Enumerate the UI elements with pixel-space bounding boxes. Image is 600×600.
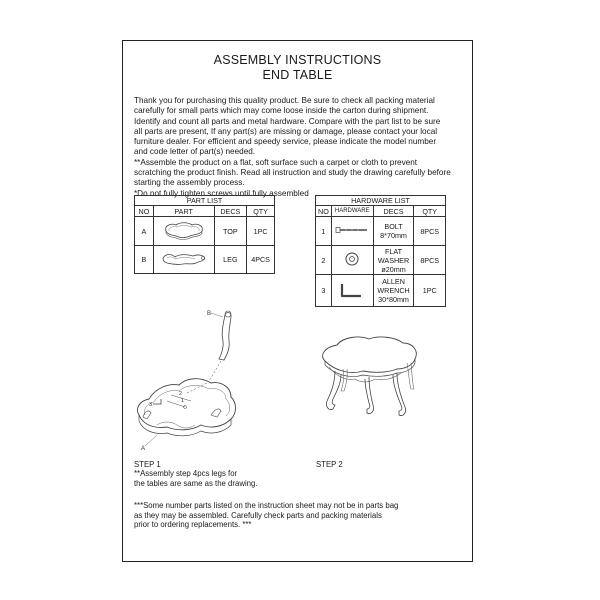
- step2-label: STEP 2: [316, 460, 343, 469]
- footer-note: [134, 501, 398, 530]
- part-list-header-qty: QTY: [247, 206, 275, 217]
- intro-line: all parts are present, If any part(s) are missing or damage, please contact your local: [134, 126, 438, 136]
- table-row: [135, 246, 275, 274]
- hardware-list-caption: HARDWARE LIST: [316, 196, 446, 206]
- part-qty: 1PC: [247, 217, 275, 246]
- footer-note-line: prior to ordering replacements. ***: [134, 520, 252, 529]
- hardware-header-hardware: HARDWARE: [331, 206, 373, 217]
- allen-wrench-icon: [331, 275, 373, 307]
- hardware-decs-line: BOLT: [384, 222, 403, 231]
- hardware-header-decs: DECS: [373, 206, 414, 217]
- hardware-list-table: [315, 195, 446, 307]
- wrench-callout: 3: [149, 402, 153, 408]
- part-list-header-part: PART: [153, 206, 214, 217]
- washer-callout: 2: [179, 391, 183, 397]
- bolt-callout: 1: [181, 398, 185, 404]
- footer-note-line: ***Some number parts listed on the instruction sheet may not be in parts bag: [134, 501, 399, 510]
- hardware-no: 3: [316, 275, 332, 307]
- part-list-table: [134, 195, 275, 274]
- step1-diagram: [127, 303, 263, 453]
- intro-line: scratching the product finish. Read all instruction and study the drawing carefully before: [134, 168, 451, 178]
- tabletop-drawing-icon: [153, 217, 214, 246]
- part-a-label: A: [141, 446, 146, 452]
- hardware-header-qty: QTY: [414, 206, 446, 217]
- hardware-qty: 8PCS: [414, 217, 446, 246]
- step1-label: STEP 1: [134, 460, 161, 469]
- table-row: [316, 217, 446, 246]
- intro-line: and code letter of part(s) needed.: [134, 147, 256, 157]
- step1-note-line: **Assembly step 4pcs legs for: [134, 469, 238, 478]
- table-row: [316, 246, 446, 275]
- part-list-header-no: NO: [135, 206, 154, 217]
- table-row: [135, 217, 275, 246]
- hardware-decs: [373, 217, 414, 246]
- footer-note-line: as they may be assembled. Carefully check parts and packing materials: [134, 510, 382, 520]
- intro-line: Identify and count all parts and metal hardware. Compare with the part list to be sure: [134, 116, 441, 126]
- intro-text: [134, 96, 464, 199]
- hardware-no: 2: [316, 246, 332, 275]
- step1-note-line: the tables are same as the drawing.: [134, 478, 258, 488]
- part-list-header-decs: DECS: [214, 206, 247, 217]
- hardware-no: 1: [316, 217, 332, 246]
- hardware-decs-line: ø20mm: [381, 264, 406, 274]
- instruction-sheet: [122, 40, 473, 562]
- part-no: B: [135, 246, 154, 274]
- part-qty: 4PCS: [247, 246, 275, 274]
- hardware-decs: [373, 275, 414, 307]
- hardware-decs-line: 30*80mm: [378, 295, 409, 304]
- intro-line: **Assemble the product on a flat, soft surface such a carpet or cloth to prevent: [134, 157, 418, 167]
- intro-line: *Do not fully tighten screws until fully assembled: [134, 188, 309, 198]
- intro-line: carefully for small parts which may come loose inside the carton during shipment.: [134, 106, 429, 116]
- part-b-label: B: [207, 311, 212, 317]
- leg-drawing-icon: [153, 246, 214, 274]
- document-title: ASSEMBLY INSTRUCTIONS: [213, 53, 382, 67]
- hardware-qty: 8PCS: [414, 246, 446, 275]
- hardware-decs-line: WASHER: [377, 255, 410, 265]
- document-subtitle: END TABLE: [262, 68, 333, 82]
- step1-note: [134, 469, 258, 488]
- washer-icon: [331, 246, 373, 275]
- hardware-decs-line: WRENCH: [377, 286, 410, 295]
- hardware-decs-line: 8*70mm: [380, 231, 407, 240]
- hardware-header-no: NO: [316, 206, 332, 217]
- hardware-qty: 1PC: [414, 275, 446, 307]
- intro-line: Thank you for purchasing this quality product. Be sure to check all packing material: [134, 96, 435, 105]
- part-decs: TOP: [214, 217, 247, 246]
- hardware-decs: [373, 246, 414, 275]
- hardware-decs-line: FLAT: [385, 246, 403, 256]
- bolt-icon: [331, 217, 373, 246]
- part-list-caption: PART LIST: [135, 196, 275, 206]
- intro-line: starting the assembly process.: [134, 178, 245, 188]
- part-decs: LEG: [214, 246, 247, 274]
- intro-line: furniture dealer. For efficient and speedy service, please indicate the model number: [134, 137, 437, 147]
- step2-diagram: [313, 331, 423, 431]
- part-no: A: [135, 217, 154, 246]
- table-row: [316, 275, 446, 307]
- hardware-decs-line: ALLEN: [382, 277, 405, 286]
